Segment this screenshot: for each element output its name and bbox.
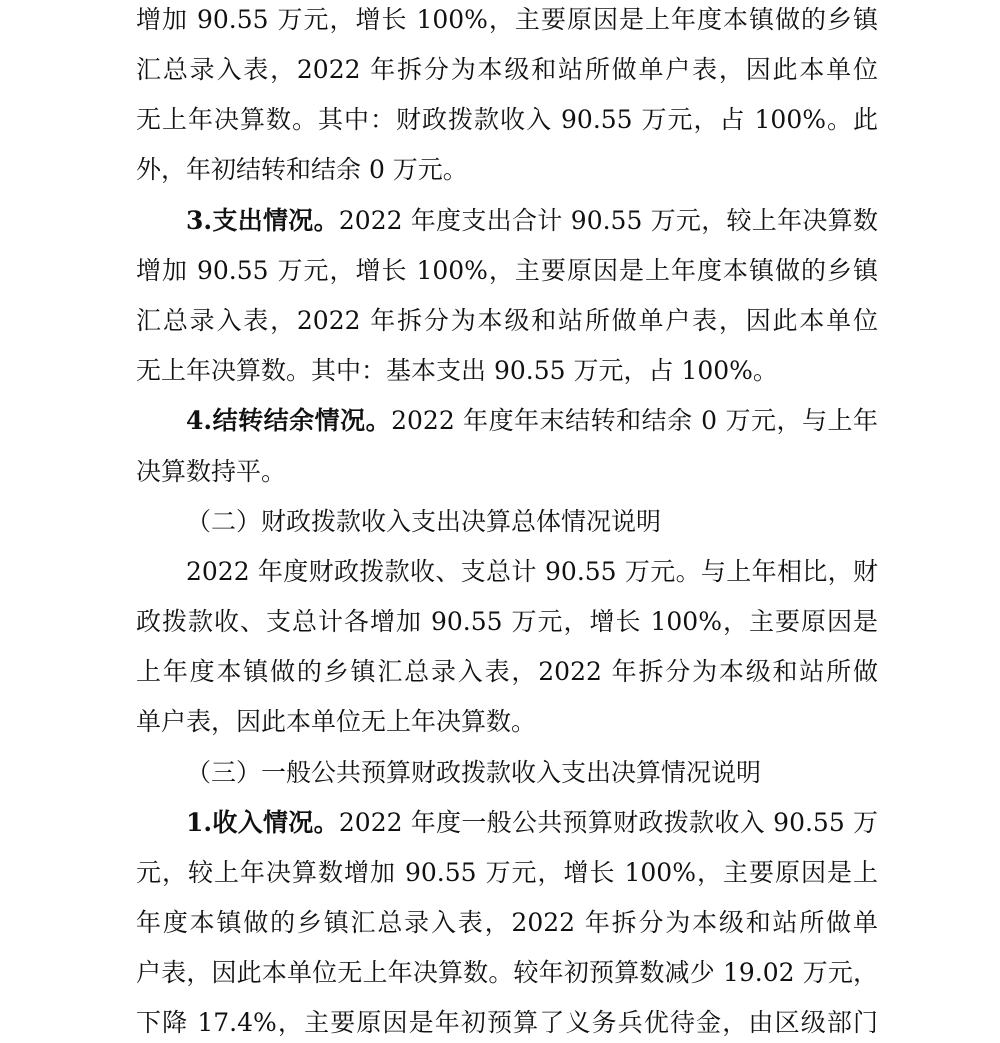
subsection-heading-2: （二）财政拨款收入支出决算总体情况说明 xyxy=(186,507,662,536)
paragraph-line: 下降 17.4%，主要原因是年初预算了义务兵优待金，由区级部门 xyxy=(136,1008,878,1037)
paragraph-line: 汇总录入表，2022 年拆分为本级和站所做单户表，因此本单位 xyxy=(136,55,878,84)
paragraph-line: 2022 年度财政拨款收、支总计 90.55 万元。与上年相比，财 xyxy=(186,557,878,586)
paragraph-line: 增加 90.55 万元，增长 100%，主要原因是上年度本镇做的乡镇 xyxy=(136,5,878,34)
paragraph-line: 无上年决算数。其中：财政拨款收入 90.55 万元，占 100%。此 xyxy=(136,105,878,134)
paragraph-line: 政拨款收、支总计各增加 90.55 万元，增长 100%，主要原因是 xyxy=(136,607,878,636)
section-heading-income: 1.收入情况。 xyxy=(186,808,339,837)
section-heading-expenditure: 3.支出情况。 xyxy=(186,206,339,235)
paragraph-line: 单户表，因此本单位无上年决算数。 xyxy=(136,707,537,736)
paragraph-line: 元，较上年决算数增加 90.55 万元，增长 100%，主要原因是上 xyxy=(136,858,878,887)
section-income-line: 1.收入情况。2022 年度一般公共预算财政拨款收入 90.55 万 xyxy=(186,808,878,837)
paragraph-line: 户表，因此本单位无上年决算数。较年初预算数减少 19.02 万元， xyxy=(136,958,878,987)
paragraph-line: 增加 90.55 万元，增长 100%，主要原因是上年度本镇做的乡镇 xyxy=(136,256,878,285)
section-balance-line: 4.结转结余情况。2022 年度年末结转和结余 0 万元，与上年 xyxy=(186,406,878,435)
paragraph-line: 汇总录入表，2022 年拆分为本级和站所做单户表，因此本单位 xyxy=(136,306,878,335)
paragraph-line: 年度本镇做的乡镇汇总录入表，2022 年拆分为本级和站所做单 xyxy=(136,908,878,937)
subsection-heading-3: （三）一般公共预算财政拨款收入支出决算情况说明 xyxy=(186,758,762,787)
paragraph-line: 决算数持平。 xyxy=(136,457,287,486)
section-heading-balance: 4.结转结余情况。 xyxy=(186,406,392,435)
paragraph-line: 外，年初结转和结余 0 万元。 xyxy=(136,155,468,184)
paragraph-line: 上年度本镇做的乡镇汇总录入表，2022 年拆分为本级和站所做 xyxy=(136,657,878,686)
paragraph-line: 无上年决算数。其中：基本支出 90.55 万元，占 100%。 xyxy=(136,356,778,385)
section-expenditure-line: 3.支出情况。2022 年度支出合计 90.55 万元，较上年决算数 xyxy=(186,206,878,235)
